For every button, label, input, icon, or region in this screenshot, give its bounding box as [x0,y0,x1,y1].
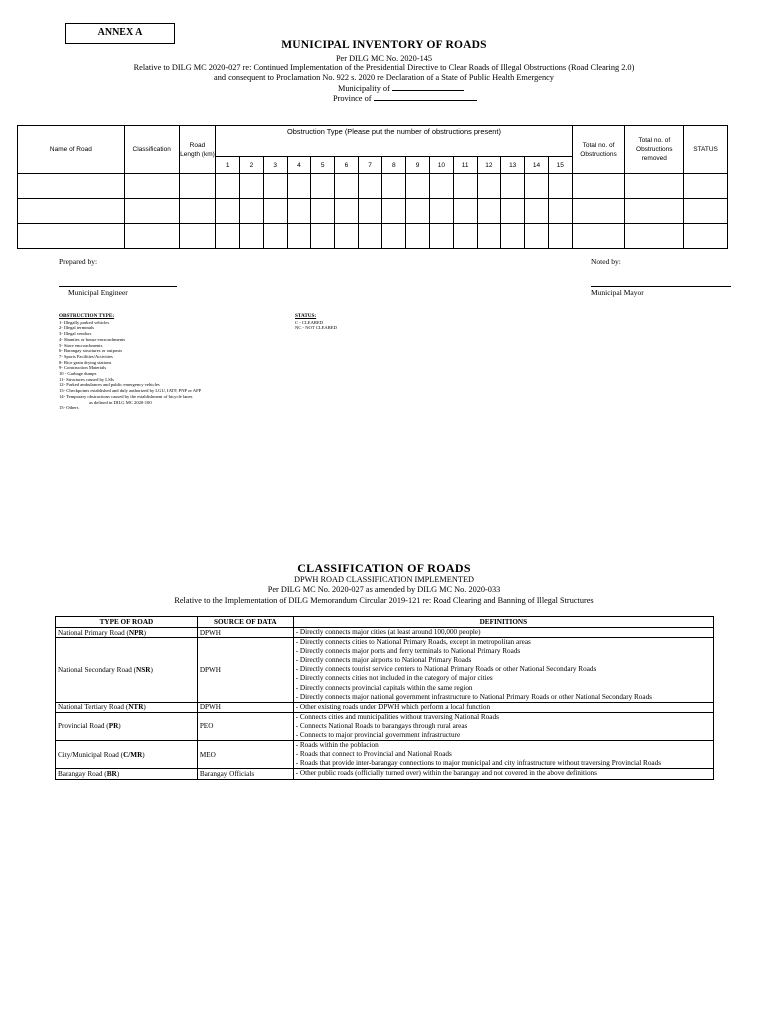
definitions-cell [293,769,713,779]
table-cell[interactable] [216,174,240,199]
road-type-label: National Primary Road ( [58,628,129,637]
obstruction-item: 14- Temporary obstructions caused by the establishment of bicycle lanes [59,393,193,399]
memo-subtitle: Per DILG MC No. 2020-145 [335,54,433,63]
table-row [56,712,714,740]
table-row [56,741,714,769]
table-cell[interactable] [216,224,240,249]
table-cell[interactable] [525,199,549,224]
province-blank[interactable] [374,93,477,101]
mayor-title: Municipal Mayor [591,288,644,297]
table-row [18,174,728,199]
classification-subtitle-3: Relative to the Implementation of DILG Memorandum Circular 2019-121 re: Road Clearing and Banning of Illegal Structures [174,596,594,605]
municipality-blank[interactable] [392,83,464,91]
consequent-line: and consequent to Proclamation No. 922 s. 2020 re Declaration of a State of Public Health Emergency [214,73,554,82]
table-cell[interactable] [429,224,453,249]
table-cell[interactable] [477,174,501,199]
table-row [56,702,714,712]
header-road-length: Road Length (km) [179,126,216,174]
obstruction-legend [59,314,201,411]
obstruction-item: 4- Shanties or house encroachments [59,336,126,342]
road-type: City/Municipal Road (C/MR) [56,741,198,769]
mayor-signature-line[interactable] [591,286,731,287]
table-cell[interactable] [501,224,525,249]
obstruction-number: 15 [548,157,572,174]
header-status: STATUS [684,126,728,174]
table-cell[interactable] [684,174,728,199]
table-cell[interactable] [263,199,287,224]
table-cell[interactable] [572,174,625,199]
road-type-label: Provincial Road ( [58,722,109,731]
table-cell[interactable] [453,224,477,249]
table-cell[interactable] [429,174,453,199]
obstruction-item: 12- Parked ambulances and public emergency vehicles [59,382,160,388]
status-legend [295,314,337,331]
obstruction-item: 8- Rice grain drying stations [59,359,112,365]
table-cell[interactable] [382,224,406,249]
table-cell[interactable] [240,174,264,199]
table-cell[interactable] [382,199,406,224]
road-type-label: Barangay Road ( [58,769,107,778]
table-cell[interactable] [124,174,179,199]
noted-by-label: Noted by: [591,257,621,266]
obstruction-number: 12 [477,157,501,174]
prepared-by-label: Prepared by: [59,257,98,266]
road-type: Barangay Road (BR) [56,769,198,779]
table-row [18,224,728,249]
obstruction-number: 2 [240,157,264,174]
obstruction-item: 3- Illegal vendors [59,331,92,337]
status-legend-heading: STATUS: [295,313,317,319]
relative-line: Relative to DILG MC 2020-027 re: Continued Implementation of the Presidential Directive to Clear Roads of Illegal Obstructions (Road Clearing 2.0) [133,63,635,72]
definitions-cell [293,712,713,740]
table-cell[interactable] [525,174,549,199]
table-cell[interactable] [429,199,453,224]
definition-line: - Roads within the poblacion [295,741,379,750]
definition-line: - Directly connects provincial capitals within the same region [295,683,473,692]
definition-line: - Directly connects cities to National Primary Roads, except in metropolitan areas [295,638,531,647]
header-obstruction-type: Obstruction Type (Please put the number of obstructions present) [216,126,572,157]
classification-title: CLASSIFICATION OF ROADS [297,561,471,575]
road-type: National Primary Road (NPR) [56,628,198,638]
obstruction-number: 14 [525,157,549,174]
province-label: Province of [333,94,372,103]
table-cell[interactable] [406,224,430,249]
table-cell[interactable] [525,224,549,249]
table-cell[interactable] [501,199,525,224]
obstruction-item: as defined in DILG MC 2020-100 [89,399,152,405]
obstruction-item: 9- Construction Materials [59,365,107,371]
road-type-abbr: NPR [128,628,144,637]
definition-line: - Other existing roads under DPWH which perform a local function [295,702,491,711]
table-cell[interactable] [18,199,125,224]
obstruction-number: 7 [358,157,382,174]
road-type-abbr: C/MR [123,750,143,759]
obstruction-number: 5 [311,157,335,174]
road-type: Provincial Road (PR) [56,712,198,740]
header-classification: Classification [124,126,179,174]
table-cell[interactable] [684,199,728,224]
table-cell[interactable] [684,224,728,249]
table-row [18,199,728,224]
table-cell[interactable] [311,199,335,224]
obstruction-item: 11- Structures caused by LSIs [59,376,114,382]
source-of-data: MEO [197,741,293,769]
obstruction-number: 3 [263,157,287,174]
definition-line: - Directly connects cities not included in the category of major cities [295,674,493,683]
table-cell[interactable] [124,199,179,224]
table-cell[interactable] [240,224,264,249]
obstruction-number: 4 [287,157,311,174]
obstruction-number: 1 [216,157,240,174]
obstruction-number: 8 [382,157,406,174]
classification-table [55,616,714,780]
table-cell[interactable] [335,224,359,249]
obstruction-item: 5- Store encroachments [59,342,103,348]
table-cell[interactable] [287,224,311,249]
table-cell[interactable] [179,224,216,249]
obstruction-item: 10 - Garbage dumps [59,371,97,377]
table-cell[interactable] [406,199,430,224]
definition-line: - Other public roads (officially turned over) within the barangay and not covered in the above definitions [295,769,597,778]
table-cell[interactable] [311,174,335,199]
table-cell[interactable] [179,174,216,199]
road-type: National Secondary Road (NSR) [56,638,198,703]
source-of-data: DPWH [197,628,293,638]
definitions-cell [293,638,713,703]
table-cell[interactable] [263,174,287,199]
classification-subtitle-1: DPWH ROAD CLASSIFICATION IMPLEMENTED [294,575,474,584]
source-of-data: DPWH [197,638,293,703]
source-of-data: PEO [197,712,293,740]
obstruction-number: 6 [335,157,359,174]
road-type-label: City/Municipal Road ( [58,750,124,759]
header-source-of-data: SOURCE OF DATA [197,617,293,628]
table-cell[interactable] [358,224,382,249]
table-cell[interactable] [382,174,406,199]
annex-label: ANNEX A [65,23,175,44]
road-type-label: National Secondary Road ( [58,665,137,674]
table-cell[interactable] [572,199,625,224]
obstruction-number: 10 [429,157,453,174]
table-cell[interactable] [179,199,216,224]
definition-line: - Connects National Roads to barangays through rural areas [295,721,468,730]
definition-line: - Connects cities and municipalities without traversing National Roads [295,712,499,721]
source-of-data: Barangay Officials [197,769,293,779]
header-road-name: Name of Road [18,126,125,174]
table-cell[interactable] [548,224,572,249]
road-type: National Tertiary Road (NTR) [56,702,198,712]
table-cell[interactable] [216,199,240,224]
table-cell[interactable] [263,224,287,249]
table-cell[interactable] [240,199,264,224]
table-cell[interactable] [18,224,125,249]
definitions-cell [293,741,713,769]
obstruction-item: 13- Checkpoints established and duly authorized by LGU, IATF, PNP or AFP [59,388,202,394]
header-total-obstructions: Total no. of Obstructions [572,126,625,174]
definition-line: - Directly connects major airports to National Primary Roads [295,656,472,665]
obstruction-number: 11 [453,157,477,174]
obstruction-legend-heading: OBSTRUCTION TYPE: [59,313,115,319]
obstruction-item: 6- Barangay structures or outposts [59,348,123,354]
classification-subtitle-2: Per DILG MC No. 2020-027 as amended by DILG MC No. 2020-033 [267,585,501,594]
obstruction-item: 1- Illegally parked vehicles [59,319,110,325]
table-row [56,628,714,638]
definitions-cell [293,702,713,712]
table-cell[interactable] [572,224,625,249]
table-cell[interactable] [124,224,179,249]
definition-line: - Directly connects tourist service centers to National Primary Roads or other National Secondary Roads [295,665,597,674]
table-cell[interactable] [18,174,125,199]
municipality-field [338,83,464,93]
table-cell[interactable] [453,199,477,224]
table-cell[interactable] [625,199,684,224]
status-item: NC - NOT CLEARED [295,325,337,331]
table-cell[interactable] [358,174,382,199]
definition-line: - Roads that provide inter-barangay connections to major municipal and city infrastructure without traversing Provincial Roads [295,759,662,768]
table-cell[interactable] [625,224,684,249]
table-cell[interactable] [287,199,311,224]
definitions-cell [293,628,713,638]
table-cell[interactable] [477,199,501,224]
page-title: MUNICIPAL INVENTORY OF ROADS [281,39,487,51]
table-row [56,769,714,779]
inventory-table [17,125,728,249]
definition-line: - Directly connects major national government infrastructure to National Primary Roads or other National Secondary Roads [295,692,652,701]
municipality-label: Municipality of [338,84,390,93]
table-cell[interactable] [287,174,311,199]
definition-line: - Connects to major provincial government infrastructure [295,731,461,740]
road-type-abbr: BR [106,769,117,778]
definition-line: - Roads that connect to Provincial and National Roads [295,750,452,759]
road-type-abbr: NSR [136,665,151,674]
obstruction-item: 7- Sports Facilities/Activities [59,353,113,359]
table-cell[interactable] [501,174,525,199]
road-type-label: National Tertiary Road ( [58,703,129,712]
table-cell[interactable] [311,224,335,249]
source-of-data: DPWH [197,702,293,712]
definition-line: - Directly connects major ports and ferry terminals to National Primary Roads [295,647,521,656]
table-cell[interactable] [477,224,501,249]
province-field [333,93,477,103]
table-cell[interactable] [358,199,382,224]
table-cell[interactable] [548,174,572,199]
table-cell[interactable] [335,199,359,224]
header-definitions: DEFINITIONS [293,617,713,628]
table-row [56,638,714,703]
header-total-removed: Total no. of Obstructions removed [625,126,684,174]
engineer-signature-line[interactable] [59,286,177,287]
header-type-of-road: TYPE OF ROAD [56,617,198,628]
obstruction-number: 9 [406,157,430,174]
obstruction-item: 15- Others [59,405,79,411]
table-cell[interactable] [335,174,359,199]
engineer-title: Municipal Engineer [68,288,128,297]
status-item: C - CLEARED [295,319,324,325]
table-cell[interactable] [548,199,572,224]
obstruction-item: 2- Illegal terminals [59,325,94,331]
table-cell[interactable] [406,174,430,199]
table-cell[interactable] [453,174,477,199]
definition-line: - Directly connects major cities (at least around 100,000 people) [295,628,481,636]
table-cell[interactable] [625,174,684,199]
road-type-abbr: NTR [128,703,144,712]
obstruction-number: 13 [501,157,525,174]
road-type-abbr: PR [108,722,119,731]
